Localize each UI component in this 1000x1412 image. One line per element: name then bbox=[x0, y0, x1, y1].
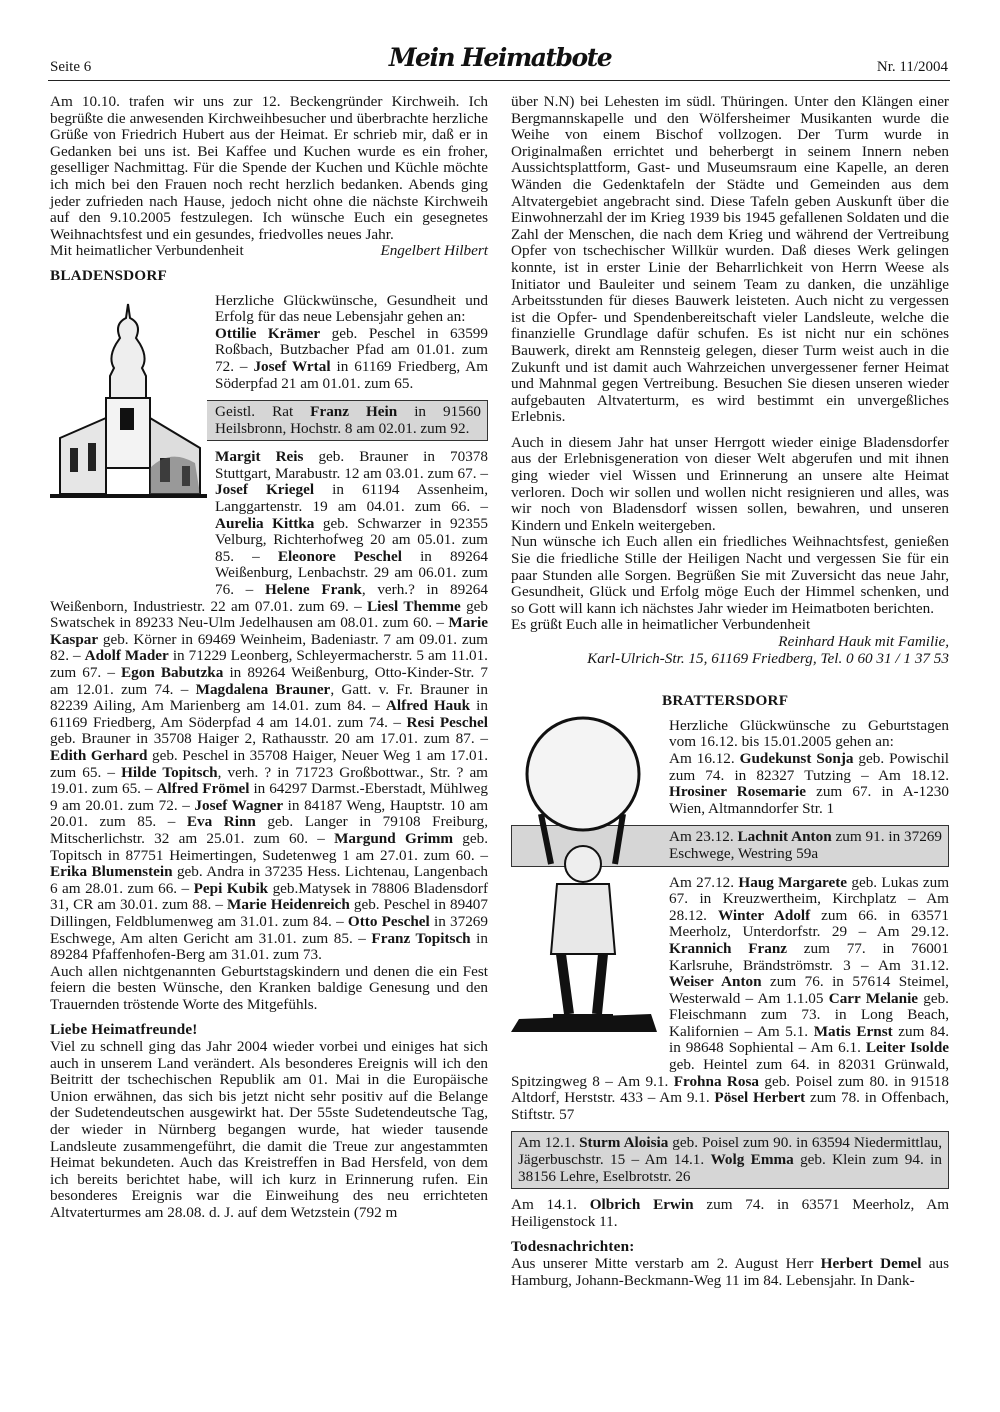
text-run: in 61169 Friedberg, Am Söderpfad 21 am 01.01. zum 65. bbox=[215, 357, 489, 392]
text-run: geb Swatschek in 89233 Neu-Ulm Jedelhausen am 08.01. zum 60. – bbox=[50, 597, 489, 632]
best-wishes bbox=[50, 964, 488, 1014]
text-run: Auch allen nichtgenannten Geburtstagskindern und denen die ein Fest feiern die besten Wünsche, den Kranken baldige Genesung und den Trauernden tröstende Worte des Mitgefühls. bbox=[50, 962, 488, 1013]
text-run: zum 76. in 57614 Steimel, Westerwald – Am 1.1.05 bbox=[669, 973, 949, 1007]
text-run: Auch in diesem Jahr hat unser Herrgott wieder einige Bladensdorfer aus der Erlebnisgeneration von dieser Welt abgerufen und mit ihnen ging wieder viel Wissen und Erinnerung an unsere alte Heimat verloren. Doch wir sollen und wollen nicht resignieren und alles, was wir noch von Bladensdorf wissen sollen, bewahren, und unseren Kindern und Enkeln weitergeben. bbox=[511, 433, 949, 534]
death-notices-title: Todesnachrichten: bbox=[511, 1238, 635, 1256]
text-run: geb. Brauner in 70378 Stuttgart, Marabustr. 12 am 03.01. zum 67. – bbox=[215, 448, 488, 482]
person-name: Matis Ernst bbox=[813, 1022, 893, 1040]
text-run: geb. Peschel in 89407 Dillingen, Feldblumenweg am 31.01. zum 84. – bbox=[50, 896, 488, 930]
person-name: Carr Melanie bbox=[828, 989, 919, 1007]
person-name: Eva Rinn bbox=[186, 813, 256, 831]
page-header bbox=[0, 0, 1000, 82]
person-name: Gudekunst Sonja bbox=[739, 749, 854, 767]
text-run: , Gatt. v. Fr. Brauner in 82239 Ailing, Am Marienberg am 14.01. zum 84. – bbox=[50, 680, 489, 715]
person-name: Alfred Hauk bbox=[385, 697, 471, 715]
text-run: in 91560 Heilsbronn, Hochstr. 8 am 02.01. zum 92. bbox=[215, 403, 481, 437]
left-column bbox=[50, 94, 488, 1222]
person-name: Olbrich Erwin bbox=[589, 1196, 694, 1214]
text-run: Aus unserer Mitte verstarb am 2. August Herr bbox=[511, 1255, 821, 1272]
person-name: Wolg Emma bbox=[710, 1151, 794, 1169]
text-run: in 89284 Pfaffenhofen-Berg am 31.01. zum 73. bbox=[50, 929, 488, 964]
text-run: zum 77. in 76001 Karlsruhe, Brändströmstr. 3 – Am 31.12. bbox=[669, 939, 949, 974]
person-name: Leiter Isolde bbox=[865, 1039, 950, 1057]
text-run: geb. Fleischmann zum 73. in Long Beach, Kalifornien – Am 5.1. bbox=[669, 989, 949, 1040]
person-name: Pösel Herbert bbox=[714, 1089, 806, 1107]
text-run: in 89264 Weißenburg, Lenbachstr. 29 am 06.01. zum 76. – bbox=[215, 547, 488, 599]
person-name: Edith Gerhard bbox=[50, 746, 148, 764]
text-run: Geistl. Rat bbox=[215, 403, 311, 421]
issue-number: Nr. 11/2004 bbox=[876, 59, 948, 75]
person-name: Magdalena Brauner bbox=[195, 680, 331, 698]
person-name: Josef Wrtal bbox=[253, 357, 331, 375]
text-run: geb. Peschel in 35708 Haiger, Neuer Weg 1 am 17.01. zum 65. – bbox=[50, 746, 488, 781]
person-name: Aurelia Kittka bbox=[215, 514, 315, 532]
signature-line bbox=[50, 243, 488, 260]
kirchweih-report bbox=[50, 94, 488, 243]
author: Engelbert Hilbert bbox=[380, 242, 488, 260]
signature-address: Karl-Ulrich-Str. 15, 61169 Friedberg, Tel. 0 60 31 / 1 37 53 bbox=[587, 649, 949, 667]
text-run: geb.Matysek in 78806 Bladensdorf 31, CR am 30.01. zum 88. – bbox=[50, 879, 489, 914]
text-run: Am 16.12. bbox=[669, 749, 740, 767]
text-run: geb. Powischil zum 74. in 82327 Tutzing – Am 18.12. bbox=[669, 749, 950, 784]
text-run: Viel zu schnell ging das Jahr 2004 wieder vorbei und einiges hat sich auch in unserem Land verändert. Als besonderes Ereignis will ich den Beitritt der tschechischen Republik am 01. Mai in die Europäische Union erwähnen, das sich bis jetzt nicht sehr positiv auf die Belange der Sudetendeutschen ausgewirkt hat. Der 55ste Sudetendeutsche Tag, der wieder in Nürnberg begangen wurde, hat wieder tausende Landsleute zusammengeführt, die damit die Treue zur angestammten Heimat bekundeten. Auch das Kreistreffen in Bad Hersfeld, von dem ich bereits berichtet habe, will ich kurz in Erinnerung rufen. Ein besonderes Ereignis war die Einweihung des neu errichteten Altvaterturmes am 28.08. d. J. auf dem Wetzstein (792 m bbox=[50, 1038, 488, 1221]
person-name: Resi Peschel bbox=[406, 713, 488, 731]
text-run: zum 78. in Offenbach, Stiftstr. 57 bbox=[511, 1089, 949, 1123]
person-name: Liesl Themme bbox=[367, 597, 461, 615]
person-name: Helene Frank bbox=[264, 581, 362, 599]
text-run: geb. Lukas zum 67. in Kreuzwertheim, Kirchplatz – Am 28.12. bbox=[669, 873, 950, 924]
person-name: Alfred Frömel bbox=[156, 780, 250, 798]
remembrance-text bbox=[511, 435, 949, 535]
right-column bbox=[511, 94, 949, 1289]
text-run: geb. Heintel zum 64. in 82031 Grünwald, Spitzingweg 8 – Am 9.1. bbox=[511, 1056, 949, 1090]
text-run: aus Hamburg, Johann-Beckmann-Weg 11 im 84. Lebensjahr. In Dank- bbox=[511, 1255, 949, 1289]
person-name: Erika Blumenstein bbox=[50, 863, 173, 881]
text-run: zum 84. in 98648 Sophiental – Am 6.1. bbox=[669, 1022, 949, 1057]
person-name: Weiser Anton bbox=[669, 973, 762, 991]
text-run: zum 74. in 63571 Meerholz, Am Heiligenstock 11. bbox=[511, 1196, 950, 1230]
text-run: Am 27.12. bbox=[669, 873, 739, 891]
text-run: in 64297 Darmst.-Eberstadt, Mühlweg 9 am 20.01. zum 72. – bbox=[50, 780, 488, 814]
signature-name: Reinhard Hauk mit Familie, bbox=[778, 633, 949, 650]
person-name: Lachnit Anton bbox=[737, 828, 832, 846]
text-run: Herzliche Glückwünsche, Gesundheit und Erfolg für das neue Lebensjahr gehen an: bbox=[215, 291, 488, 326]
person-name: Hilde Topitsch bbox=[121, 763, 218, 781]
text-run: geb. Poisel zum 90. in 63594 Niedermittlau, Jägerbuschstr. 15 – Am 14.1. bbox=[518, 1134, 942, 1169]
section-title-brattersdorf: BRATTERSDORF bbox=[662, 692, 789, 710]
text-run: Am 10.10. trafen wir uns zur 12. Beckengründer Kirchweih. Ich begrüßte die anwesenden Kirchweihbesucher und überbrachte herzliche Grüße von Friedrich Hubert aus der Heimat. Er schrieb mir, daß er in Gedanken bei uns ist. Bei Kaffee und Kuchen wurde es ein froher, geselliger Nachmittag. Für die Spende der Kuchen und Küchle möchte ich mich bei den Frauen noch recht herzlich bedanken. Abends ging jeder zufrieden nach Hause, jedoch nicht ohne die nächste Kirchweih auf den 9.10.2005 festzulegen. Ich wünsche Euch ein gesegnetes Weihnachtsfest und ein gesundes, friedvolles neues Jahr. bbox=[50, 93, 488, 243]
person-name: Marie Kaspar bbox=[50, 614, 488, 648]
text-run: zum 66. in 63571 Meerholz, Unterdorfstr. 29 – Am 29.12. bbox=[669, 906, 949, 941]
person-name: Frohna Rosa bbox=[673, 1072, 759, 1090]
text-run: , verh. ? in 71723 Großbottwar., Str. ? am 19.01. zum 65. – bbox=[50, 763, 488, 798]
text-run: zum 67. in A-1230 Wien, Altmanndorfer Str. 1 bbox=[669, 783, 949, 817]
person-name: Franz Hein bbox=[310, 403, 398, 421]
altvaterturm-text bbox=[511, 94, 949, 426]
text-run: geb. Andra in 37235 Hess. Lichtenau, Langenbach 6 am 28.01. zum 66. – bbox=[50, 863, 488, 897]
person-name: Krannich Franz bbox=[669, 939, 788, 957]
text-run: in 61169 Friedberg, Am Söderpfad 4 am 14.01. zum 74. – bbox=[50, 697, 488, 731]
person-name: Adolf Mader bbox=[84, 647, 169, 665]
svg-text:Mein Heimatbote: Mein Heimatbote bbox=[388, 43, 612, 72]
atlas-figure-illustration bbox=[511, 718, 661, 1069]
text-run: Am 23.12. bbox=[669, 828, 738, 846]
text-run: geb. Körner in 69469 Weinheim, Badeniastr. 7 am 09.01. zum 82. – bbox=[50, 630, 488, 665]
closing: Mit heimatlicher Verbundenheit bbox=[50, 242, 244, 260]
person-name: Ottilie Krämer bbox=[215, 324, 321, 342]
text-run: in 84187 Weng, Hauptstr. 10 am 20.01. zum 85. – bbox=[50, 796, 489, 831]
text-run: Nun wünsche ich Euch allen ein friedliches Weihnachtsfest, genießen Sie die friedliche Stille der Heiligen Nacht und vergessen Sie für ein paar Stunden alle Sorgen. Begrüßen Sie mit Zuversicht das neue Jahr, Gesundheit, Glück und Erfolg möge Euch der Himmel schenken, und so Gott will kann ich nächstes Jahr wieder im Heimatboten berichten. bbox=[511, 533, 949, 617]
text-run: in 37269 Eschwege, Am alten Gericht am 31.01. zum 85. – bbox=[50, 912, 488, 947]
person-name: Sturm Aloisia bbox=[579, 1134, 669, 1152]
masthead-logo bbox=[388, 38, 612, 74]
highlight-box bbox=[511, 1131, 949, 1189]
text-run: , verh.? in 89264 Weißenborn, Industriestr. 22 am 07.01. zum 69. – bbox=[50, 581, 488, 615]
person-name: Winter Adolf bbox=[717, 906, 811, 924]
text-run: geb. Klein zum 94. in 38156 Lehre, Eselbrotstr. 26 bbox=[518, 1151, 942, 1185]
person-name: Margit Reis bbox=[215, 448, 304, 466]
closing bbox=[511, 617, 949, 634]
text-run: geb. Topitsch in 87751 Heimertingen, Sudetenweg 1 am 27.01. zum 60. – bbox=[50, 829, 489, 864]
text-run: Am 14.1. bbox=[511, 1196, 590, 1214]
person-name: Herbert Demel bbox=[820, 1255, 922, 1272]
christmas-wishes bbox=[511, 534, 949, 617]
person-name: Franz Topitsch bbox=[371, 929, 471, 947]
person-name: Marie Heidenreich bbox=[227, 896, 350, 914]
text-run: in 89264 Weißenburg, Otto-Kinder-Str. 7 am 12.01. zum 74. – bbox=[50, 664, 488, 698]
birthday-list bbox=[511, 1197, 949, 1230]
page-number: Seite 6 bbox=[50, 59, 92, 75]
text-run: geb. Langer in 79108 Freiburg, Mitscherlichstr. 32 am 25.01. zum 60. – bbox=[50, 813, 488, 847]
text-run: in 61194 Assenheim, Langgartenstr. 19 am 04.01. zum 66. – bbox=[215, 481, 488, 516]
person-name: Egon Babutzka bbox=[121, 664, 224, 681]
section-title-bladensdorf: BLADENSDORF bbox=[50, 266, 167, 284]
death-notice bbox=[511, 1256, 949, 1289]
person-name: Margund Grimm bbox=[334, 829, 454, 847]
person-name: Haug Margarete bbox=[738, 873, 848, 891]
text-run: geb. Brauner in 35708 Haiger 2, Rathausstr. 20 am 17.01. zum 87. – bbox=[50, 730, 488, 748]
church-illustration bbox=[50, 306, 207, 596]
person-name: Pepi Kubik bbox=[193, 879, 269, 897]
text-run: Am 12.1. bbox=[518, 1134, 580, 1152]
text-run: in 71229 Leonberg, Schleyermacherstr. 5 am 11.01. zum 67. – bbox=[50, 647, 488, 681]
person-name: Josef Wagner bbox=[194, 796, 284, 814]
text-run: geb. Schwarzer in 92355 Velburg, Richterhofweg 20 am 05.01. zum 85. – bbox=[215, 514, 488, 565]
person-name: Hrosiner Rosemarie bbox=[669, 783, 806, 801]
text-run: geb. Peschel in 63599 Roßbach, Butzbacher Pfad am 01.01. zum 72. – bbox=[215, 324, 488, 375]
text-run: über N.N) bei Lehesten im südl. Thüringen. Unter den Klängen einer Bergmannskapelle und den Wölfersheimer Musikanten wurde die Weihe von einem Bischof vollzogen. Der Turm wurde in Originalmaßen errichtet und beherbergt in seinem Innern neben Aussichtsplattform, Gast- und Museumsraum eine Kapelle, an deren Wänden die Gedenktafeln der Städte und Gemeinden aus dem Altvatergebiet angebracht sind. Diese Tafeln geben Auskunft über die Einwohnerzahl der im Krieg 1939 bis 1945 gefallenen Soldaten und die Zahl der Menschen, die nach dem Krieg und während der Vertreibung Opfer von tschechischer Willkür wurden. Daß dieses Werk gelingen konnte, ist in erster Linie der Beharrlichkeit von Herrn Weese als Initiator und Bauleiter und seinem Team zu danken, die unzählige Arbeitsstunden für dieses Bauwerk leisteten. Auch nicht zu vergessen ist die Opfer- und Spendenbereitschaft vieler Landsleute, welche die finanzielle Grundlage dafür schufen. Es ist nicht nur ein schönes Bauwerk, direkt am Rennsteig gelegen, dieser Turm weist auch in die Zukunft und ist damit auch Wahrzeichen unvergessener ferner Heimat und Mahnmal gegen Vertreibung. Besuchen Sie diesen unseren wieder aufgebauten Altvaterturm, es wird bestimmt ein unvergeßliches Erlebnis. bbox=[511, 93, 949, 426]
header-rule bbox=[48, 80, 950, 81]
person-name: Otto Peschel bbox=[347, 912, 430, 930]
text-run: Herzliche Glückwünsche zu Geburtstagen vom 16.12. bis 15.01.2005 gehen an: bbox=[669, 716, 949, 751]
text-run: geb. Poisel zum 80. in 91518 Altdorf, Herststr. 433 – Am 9.1. bbox=[511, 1072, 949, 1107]
person-name: Eleonore Peschel bbox=[277, 547, 402, 565]
year-review bbox=[50, 1039, 488, 1222]
text-run: Es grüßt Euch alle in heimatlicher Verbundenheit bbox=[511, 616, 811, 634]
subhead: Liebe Heimatfreunde! bbox=[50, 1021, 198, 1039]
text-run: zum 91. in 37269 Eschwege, Westring 59a bbox=[669, 828, 942, 862]
person-name: Josef Kriegel bbox=[215, 481, 315, 499]
